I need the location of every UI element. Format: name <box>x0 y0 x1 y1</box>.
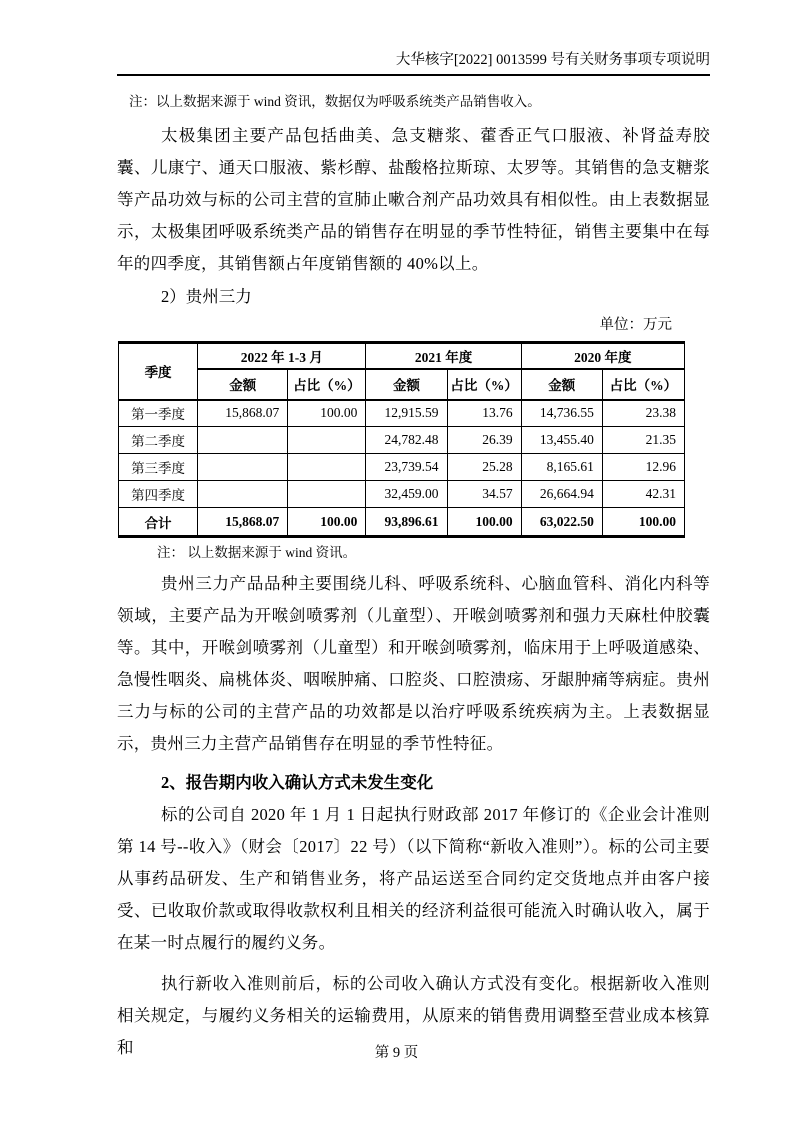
table-cell: 23.38 <box>602 400 684 427</box>
table-cell: 42.31 <box>602 481 684 508</box>
heading-revenue-recognition: 2、报告期内收入确认方式未发生变化 <box>161 773 434 792</box>
table-cell: 14,736.55 <box>521 400 602 427</box>
column-group-2022: 2022 年 1-3 月 <box>198 343 366 369</box>
table-cell <box>288 481 366 508</box>
column-header-ratio-2022: 占比（%） <box>288 369 366 400</box>
para-guizhou-products: 贵州三力产品品种主要围绕儿科、呼吸系统科、心脑血管科、消化内科等领域，主要产品为开喉剑喷雾剂（儿童型）、开喉剑喷雾剂和强力天麻杜仲胶囊等。其中，开喉剑喷雾剂（儿童型）和开喉剑喷雾剂，临床用于上呼吸道感染、急慢性咽炎、扁桃体炎、咽喉肿痛、口腔炎、口腔溃疡、牙龈肿痛等病症。贵州三力与标的公司的主营产品的功效都是以治疗呼吸系统疾病为主。上表数据显示，贵州三力主营产品销售存在明显的季节性特征。 <box>117 574 710 753</box>
column-group-2021: 2021 年度 <box>366 343 521 369</box>
table-row-q3 <box>119 454 685 481</box>
table-cell: 8,165.61 <box>521 454 602 481</box>
row-label: 第一季度 <box>119 400 198 427</box>
table-cell: 93,896.61 <box>366 508 447 537</box>
page-content <box>117 0 710 1064</box>
row-label: 合计 <box>119 508 198 537</box>
table-header-group-row <box>119 343 685 369</box>
quarterly-sales-table <box>118 341 685 538</box>
table-cell: 24,782.48 <box>366 427 447 454</box>
table-cell <box>198 454 288 481</box>
table-row-q1 <box>119 400 685 427</box>
column-header-amount-2020: 金额 <box>521 369 602 400</box>
doc-header-title: 大华核字[2022] 0013599 号有关财务事项专项说明 <box>117 0 710 76</box>
column-header-ratio-2020: 占比（%） <box>602 369 684 400</box>
table-cell: 12.96 <box>602 454 684 481</box>
note-data-source-top: 注：以上数据来源于 wind 资讯，数据仅为呼吸系统类产品销售收入。 <box>129 94 541 109</box>
table-cell: 100.00 <box>288 400 366 427</box>
table-cell: 32,459.00 <box>366 481 447 508</box>
table-cell: 34.57 <box>447 481 521 508</box>
row-label: 第四季度 <box>119 481 198 508</box>
table-header-sub-row <box>119 369 685 400</box>
para-transport-cost: 执行新收入准则前后，标的公司收入确认方式没有变化。根据新收入准则相关规定，与履约义务相关的运输费用，从原来的销售费用调整至营业成本核算和 <box>117 974 710 1057</box>
table-cell: 25.28 <box>447 454 521 481</box>
unit-label: 单位：万元 <box>599 317 672 333</box>
table-row-total <box>119 508 685 537</box>
table-cell: 100.00 <box>288 508 366 537</box>
table-cell <box>288 454 366 481</box>
para-taiji-products: 太极集团主要产品包括曲美、急支糖浆、藿香正气口服液、补肾益寿胶囊、儿康宁、通天口服液、紫杉醇、盐酸格拉斯琼、太罗等。其销售的急支糖浆等产品功效与标的公司主营的宣肺止嗽合剂产品功效具有相似性。由上表数据显示，太极集团呼吸系统类产品的销售存在明显的季节性特征，销售主要集中在每年的四季度，其销售额占年度销售额的 40%以上。 <box>117 126 710 273</box>
table-cell: 21.35 <box>602 427 684 454</box>
column-group-2020: 2020 年度 <box>521 343 684 369</box>
table-cell: 26,664.94 <box>521 481 602 508</box>
table-cell <box>198 481 288 508</box>
column-header-quarter: 季度 <box>119 343 198 400</box>
table-row-q4 <box>119 481 685 508</box>
para-new-revenue-standard: 标的公司自 2020 年 1 月 1 日起执行财政部 2017 年修订的《企业会计准则第 14 号--收入》（财会〔2017〕22 号）（以下简称“新收入准则”）。标的公司主要从事药品研发、生产和销售业务，将产品运送至合同约定交货地点并由客户接受、已收取价款或取得收款权利且相关的经济利益很可能流入时确认收入，属于在某一时点履行的履约义务。 <box>117 805 710 952</box>
subheading-guizhou-sanli: 2）贵州三力 <box>161 287 252 306</box>
table-cell: 15,868.07 <box>198 400 288 427</box>
table-row-q2 <box>119 427 685 454</box>
table-cell <box>288 427 366 454</box>
table-cell: 63,022.50 <box>521 508 602 537</box>
table-cell: 26.39 <box>447 427 521 454</box>
table-cell: 100.00 <box>602 508 684 537</box>
note-data-source-bottom: 注： 以上数据来源于 wind 资讯。 <box>157 545 357 560</box>
table-cell: 12,915.59 <box>366 400 447 427</box>
page-footer: 第 9 页 <box>374 1045 419 1061</box>
table-cell: 100.00 <box>447 508 521 537</box>
table-cell: 15,868.07 <box>198 508 288 537</box>
column-header-ratio-2021: 占比（%） <box>447 369 521 400</box>
table-cell: 23,739.54 <box>366 454 447 481</box>
column-header-amount-2022: 金额 <box>198 369 288 400</box>
column-header-amount-2021: 金额 <box>366 369 447 400</box>
table-cell: 13.76 <box>447 400 521 427</box>
table-cell <box>198 427 288 454</box>
table-cell: 13,455.40 <box>521 427 602 454</box>
row-label: 第二季度 <box>119 427 198 454</box>
row-label: 第三季度 <box>119 454 198 481</box>
